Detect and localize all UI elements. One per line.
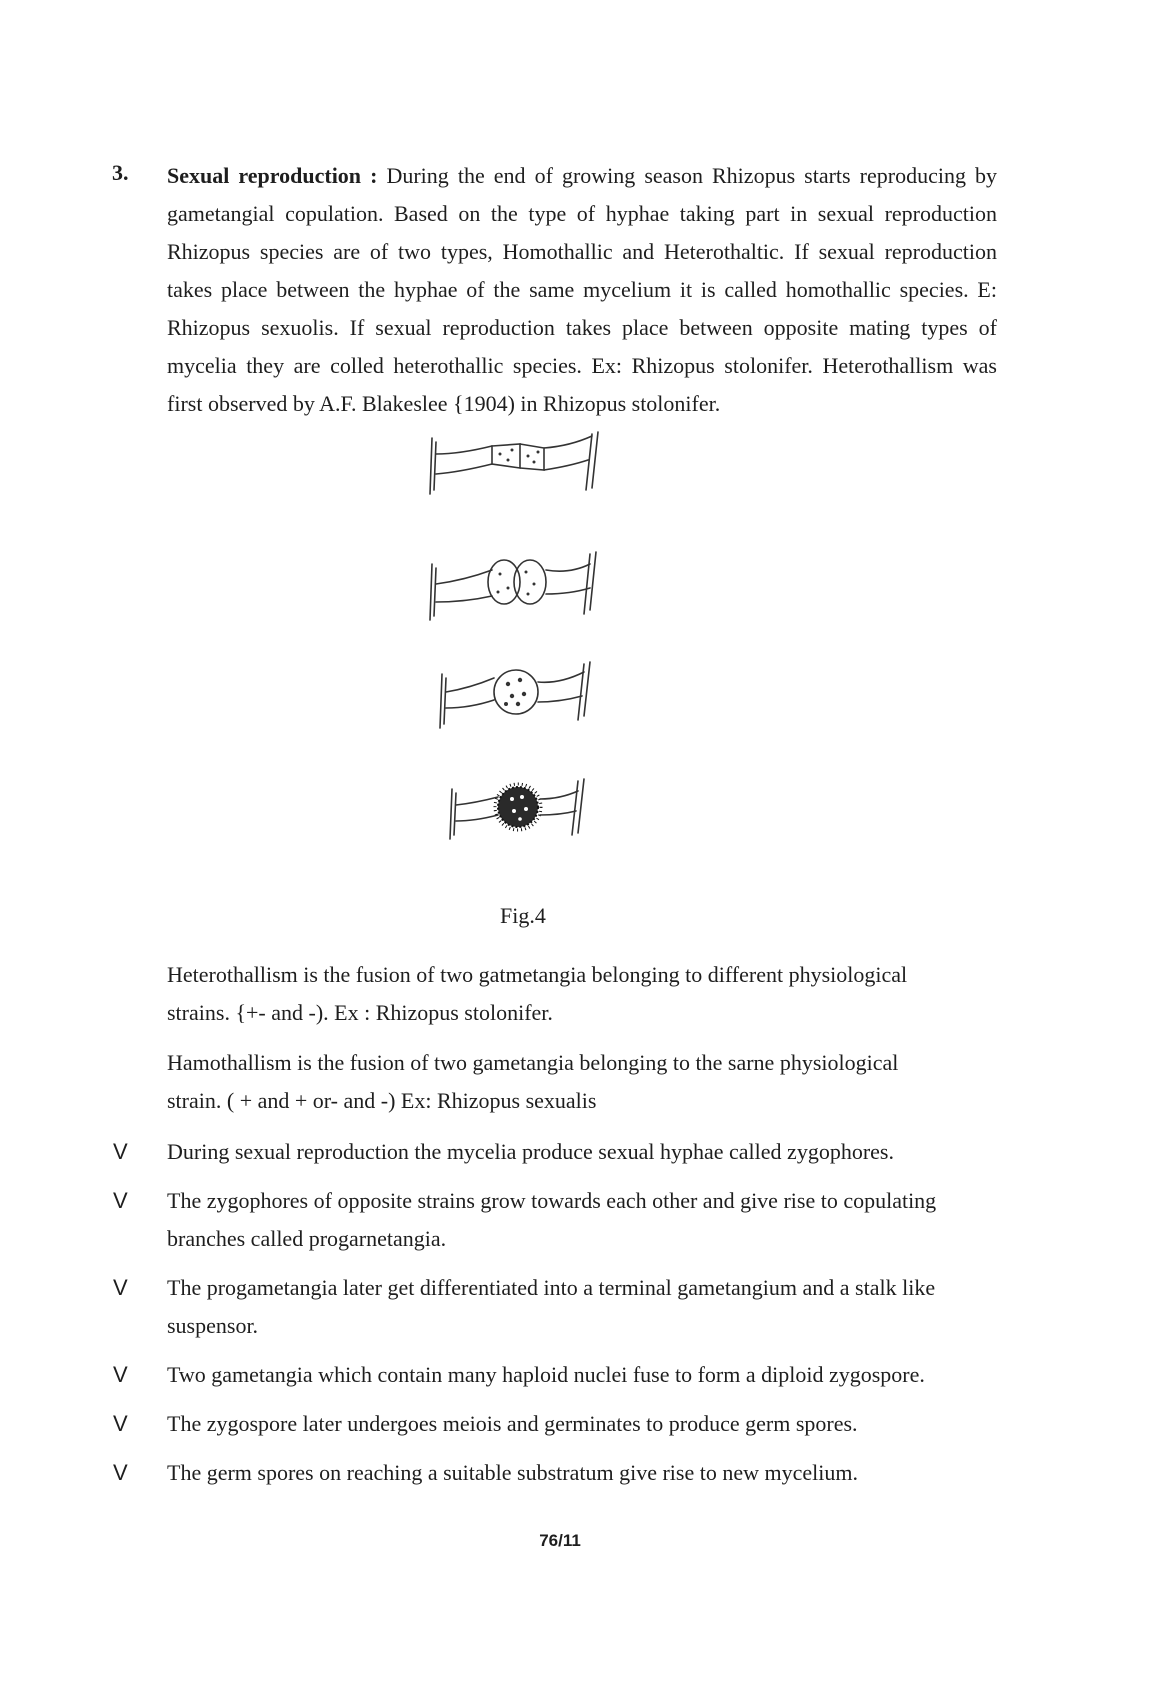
rhizopus-conjugation-figure: [420, 430, 660, 890]
list-item-text: During sexual reproduction the mycelia produce sexual hyphae called zygophores.: [167, 1139, 894, 1164]
list-item: [0, 1356, 997, 1394]
list-item-text: Two gametangia which contain many haploid nuclei fuse to form a diploid zygospore.: [167, 1362, 925, 1387]
bullet-marker: V: [113, 1275, 128, 1300]
list-item-text: The germ spores on reaching a suitable substratum give rise to new mycelium.: [167, 1460, 858, 1485]
bullet-marker: V: [113, 1362, 128, 1387]
list-item: [0, 1454, 997, 1492]
sexual-reproduction-paragraph: [167, 157, 997, 423]
list-item: [0, 1182, 997, 1258]
list-item-text: The zygophores of opposite strains grow towards each other and give rise to copulating branches called progarnetangia.: [167, 1188, 937, 1251]
gametangia-fusion-stage: [430, 552, 596, 620]
page-number: 76/11: [539, 1531, 581, 1550]
list-item-text: The zygospore later undergoes meiois and germinates to produce germ spores.: [167, 1411, 858, 1436]
list-item: [0, 1133, 997, 1171]
bullet-marker: V: [113, 1139, 128, 1164]
bullet-marker: V: [113, 1188, 128, 1213]
bullet-marker: V: [113, 1460, 128, 1485]
figure-caption: Fig.4: [500, 903, 546, 928]
list-item: [0, 1269, 997, 1345]
young-zygospore-stage: [440, 662, 590, 728]
section-heading: Sexual reproduction :: [167, 163, 378, 188]
reproduction-steps-list: [0, 1133, 1167, 1503]
sexual-reproduction-text: During the end of growing season Rhizopus starts reproducing by gametangial copulation. Based on the type of hyphae taking part in sexual reproduction Rhizopus species are of two types, Homothallic and Heterothaltic. If sexual reproduction takes place between the hyphae of the same mycelium it is called homothallic species. E: Rhizopus sexuolis. If sexual reproduction takes place between opposite mating types of mycelia they are colled heterothallic species. Ex: Rhizopus stolonifer. Heterothallism was first observed by A.F. Blakeslee {1904) in Rhizopus stolonifer.: [167, 163, 997, 416]
section-number: 3.: [112, 160, 129, 185]
heterothallism-definition: Heterothallism is the fusion of two gatmetangia belonging to different physiological strains. {+- and -). Ex : Rhizopus stolonifer.: [167, 962, 908, 1025]
figure-drawing: [420, 430, 660, 890]
mature-zygospore-stage: [450, 779, 584, 839]
bullet-marker: V: [113, 1411, 128, 1436]
gametangia-contact-stage: [430, 432, 598, 494]
list-item: [0, 1405, 997, 1443]
list-item-text: The progametangia later get differentiated into a terminal gametangium and a stalk like suspensor.: [167, 1275, 936, 1338]
homothallism-definition: Hamothallism is the fusion of two gametangia belonging to the sarne physiological strain. ( + and + or- and -) Ex: Rhizopus sexualis: [167, 1050, 899, 1113]
